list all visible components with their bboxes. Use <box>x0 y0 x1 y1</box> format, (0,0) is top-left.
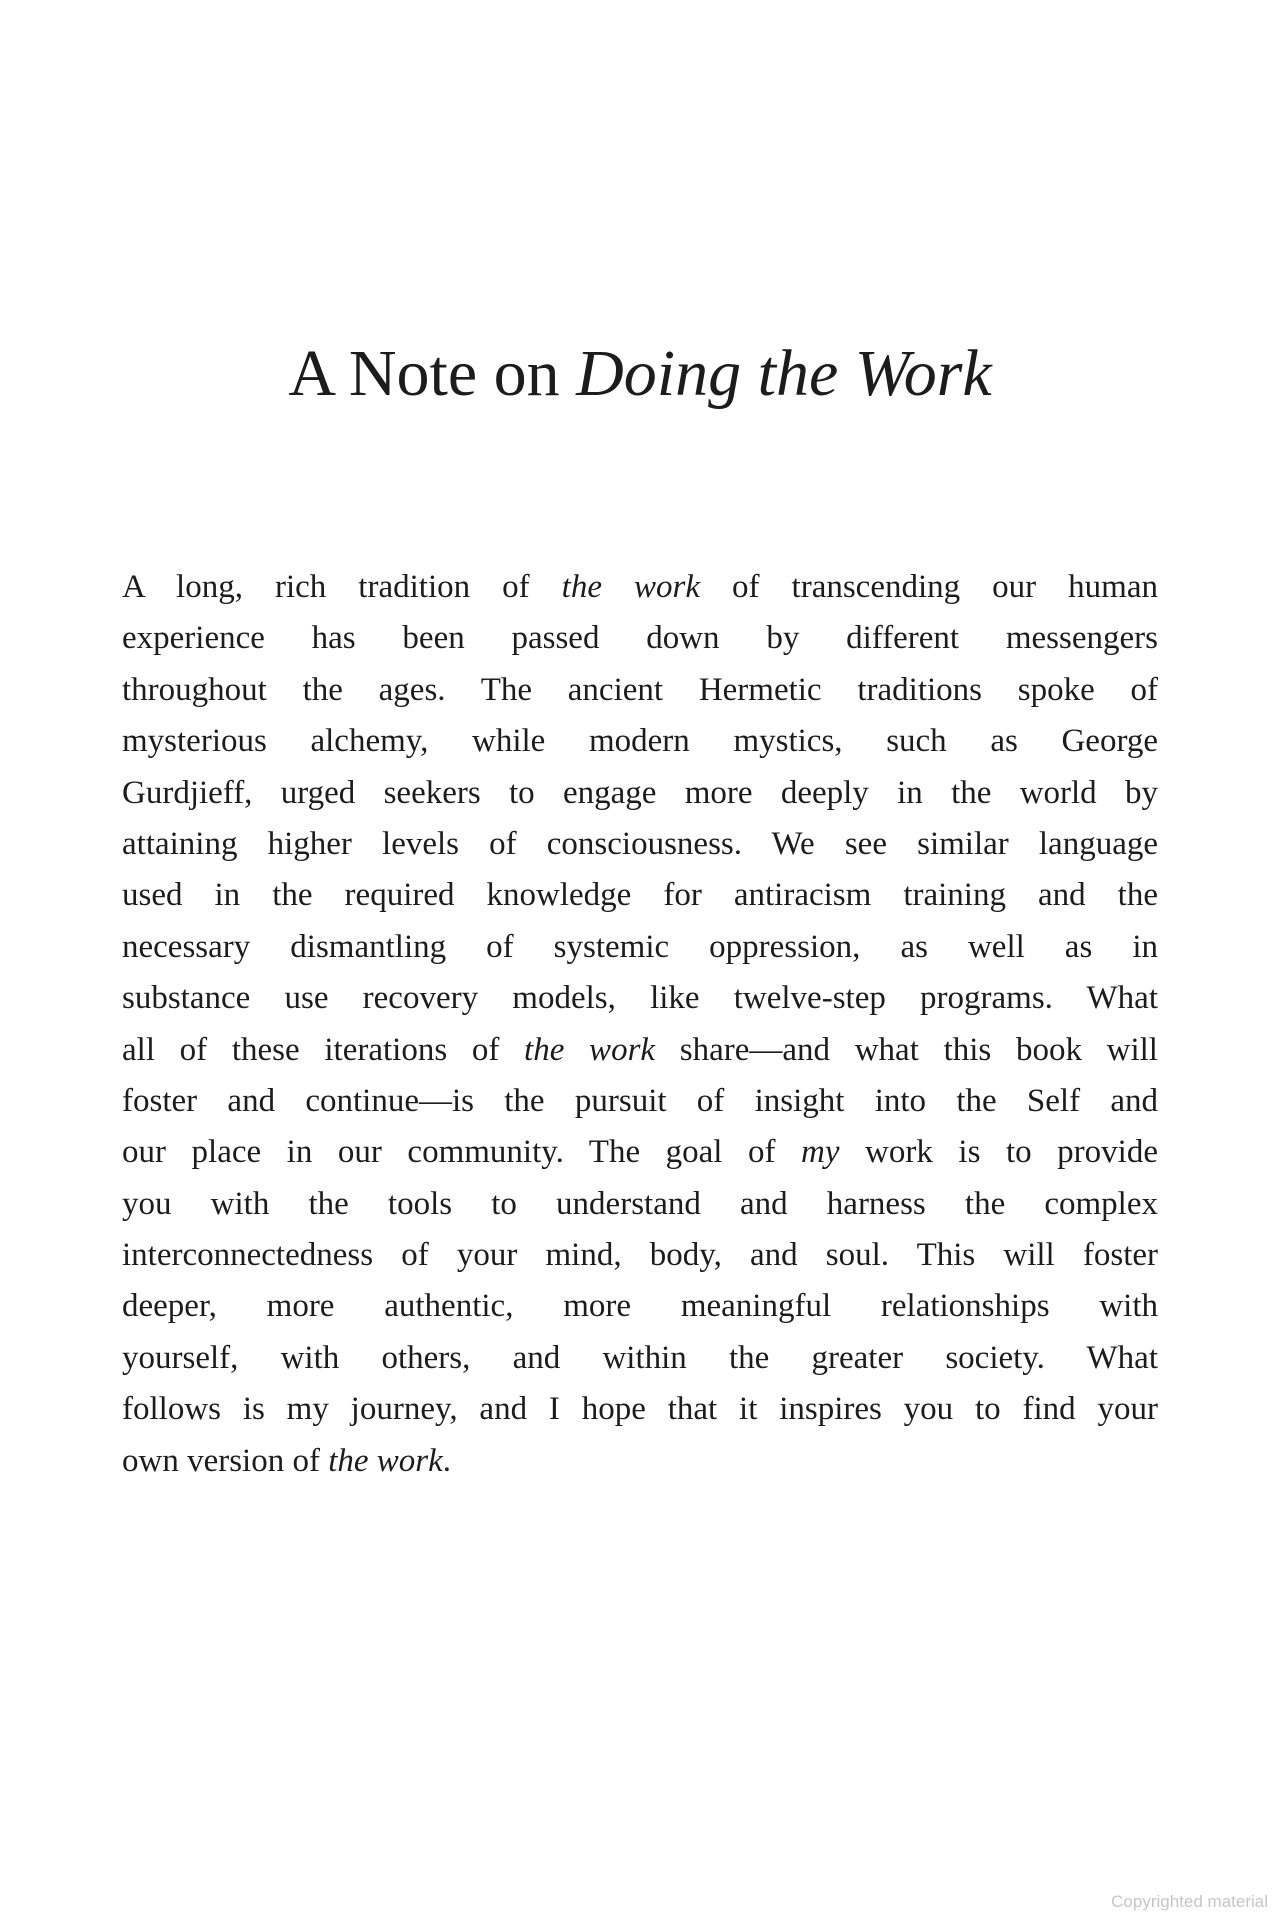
paragraph-line: experience has been passed down by different messengers <box>122 620 1158 657</box>
paragraph <box>122 562 1158 1487</box>
paragraph-line: deeper, more authentic, more meaningful relationships with <box>122 1288 1158 1325</box>
paragraph-line: mysterious alchemy, while modern mystics, such as George <box>122 723 1158 760</box>
paragraph-line: you with the tools to understand and harness the complex <box>122 1185 1158 1222</box>
paragraph-line: throughout the ages. The ancient Hermetic traditions spoke of <box>122 671 1158 708</box>
paragraph-line: foster and continue—is the pursuit of insight into the Self and <box>122 1082 1158 1119</box>
paragraph-line: used in the required knowledge for antiracism training and the <box>122 877 1158 914</box>
paragraph-line: our place in our community. The goal of my work is to provide <box>122 1134 1158 1171</box>
page-title: A Note on Doing the Work <box>288 337 992 410</box>
paragraph-line: A long, rich tradition of the work of transcending our human <box>122 569 1158 605</box>
paragraph-line: Gurdjieff, urged seekers to engage more deeply in the world by <box>122 774 1158 811</box>
paragraph-line: own version of the work. <box>122 1442 452 1479</box>
paragraph-line: substance use recovery models, like twelve-step programs. What <box>122 980 1158 1017</box>
paragraph-line: necessary dismantling of systemic oppression, as well as in <box>122 928 1158 965</box>
paragraph-line: follows is my journey, and I hope that it inspires you to find your <box>122 1391 1158 1428</box>
paragraph-line: all of these iterations of the work share—and what this book will <box>122 1031 1158 1068</box>
paragraph-line: attaining higher levels of consciousness. We see similar language <box>122 825 1158 862</box>
copyright-watermark: Copyrighted material <box>1111 1892 1268 1911</box>
paragraph-line: yourself, with others, and within the greater society. What <box>122 1339 1158 1376</box>
paragraph-line: interconnectedness of your mind, body, and soul. This will foster <box>122 1237 1158 1274</box>
